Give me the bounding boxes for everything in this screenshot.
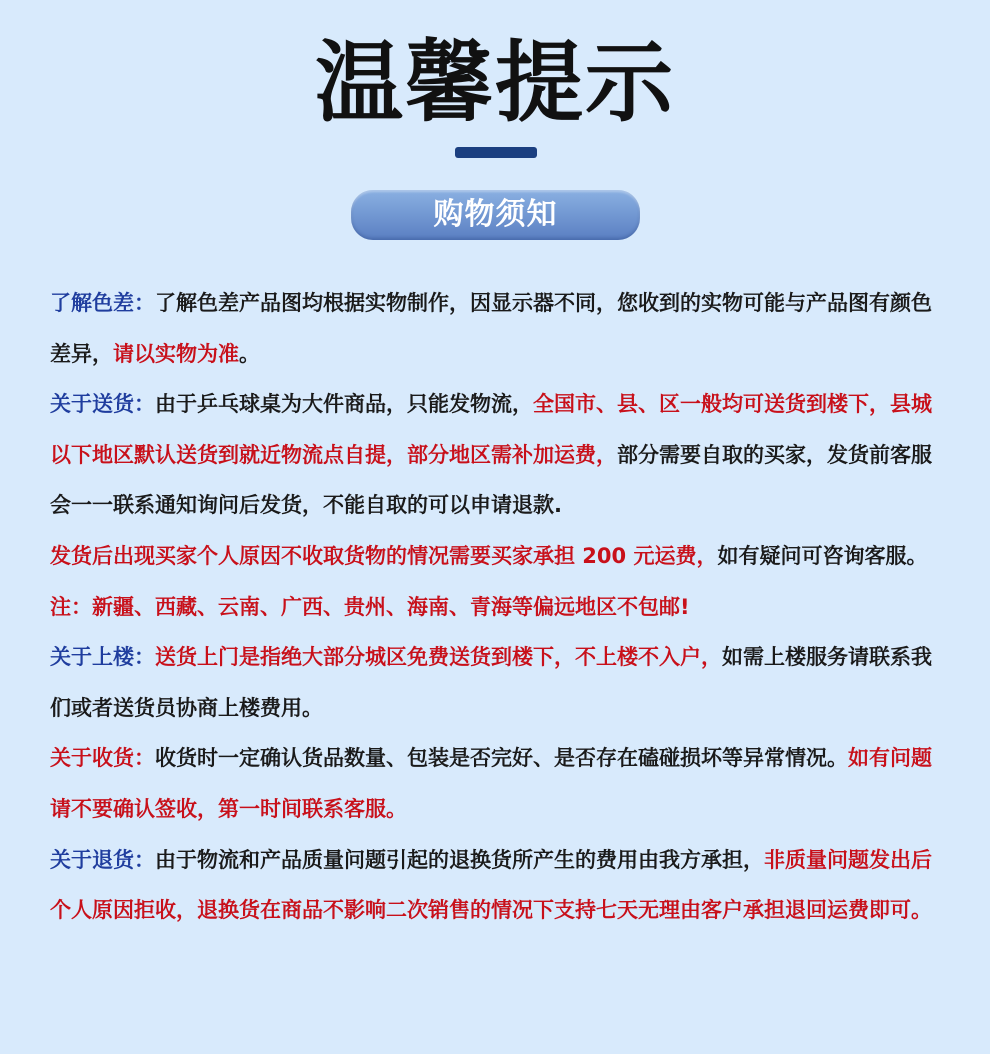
notice-text: 收货时一定确认货品数量、包装是否完好、是否存在磕碰损坏等异常情况。 <box>155 746 848 771</box>
notice-highlight: 如有问题请不要确认签收，第一时间联系客服。 <box>50 746 932 821</box>
notice-text: 部分需要自取的买家，发货前客服会一一联系通知询问后发货，不能自取的可以申请退款. <box>50 442 932 518</box>
notice-text: 。 <box>239 341 260 366</box>
notice-text: 由于乒乓球桌为大件商品，只能发物流， <box>155 392 533 417</box>
notice-content <box>50 278 950 936</box>
notice-highlight: 注：新疆、西藏、云南、广西、贵州、海南、青海等偏远地区不包邮! <box>50 594 690 619</box>
notice-receiving <box>50 733 950 834</box>
notice-highlight: 送货上门是指绝大部分城区免费送货到楼下，不上楼不入户， <box>155 645 722 670</box>
notice-highlight: 非质量问题发出后个人原因拒收，退换货在商品不影响二次销售的情况下支持七天无理由客户承担退回运费即可。 <box>50 847 932 923</box>
notice-text: 了解色差产品图均根据实物制作，因显示器不同，您收到的实物可能与产品图有颜色差异， <box>50 291 932 366</box>
notice-text: 由于物流和产品质量问题引起的退换货所产生的费用由我方承担， <box>155 847 764 872</box>
notice-highlight: 发货后出现买家个人原因不收取货物的情况需要买家承担 200 元运费， <box>50 543 718 568</box>
notice-text: 如有疑问可咨询客服。 <box>717 543 928 568</box>
notice-label: 关于送货： <box>50 392 155 417</box>
notice-returns <box>50 835 950 936</box>
notice-label: 关于收货： <box>50 746 155 771</box>
notice-label: 了解色差： <box>50 291 155 315</box>
notice-delivery <box>50 379 950 581</box>
notice-upstairs <box>50 632 950 733</box>
notice-label: 关于上楼： <box>50 645 155 670</box>
notice-color-difference <box>50 278 950 379</box>
notice-remote-areas <box>50 582 950 633</box>
page-title: 温馨提示 <box>314 31 675 134</box>
notice-label: 关于退货： <box>50 847 155 872</box>
title-underline <box>455 147 537 158</box>
notice-text: 如需上楼服务请联系我们或者送货员协商上楼费用。 <box>50 645 932 720</box>
notice-highlight: 全国市、县、区一般均可送货到楼下，县城以下地区默认送货到就近物流点自提，部分地区需补加运费， <box>50 392 932 467</box>
notice-highlight: 请以实物为准 <box>113 341 239 366</box>
section-label: 购物须知 <box>351 190 640 240</box>
